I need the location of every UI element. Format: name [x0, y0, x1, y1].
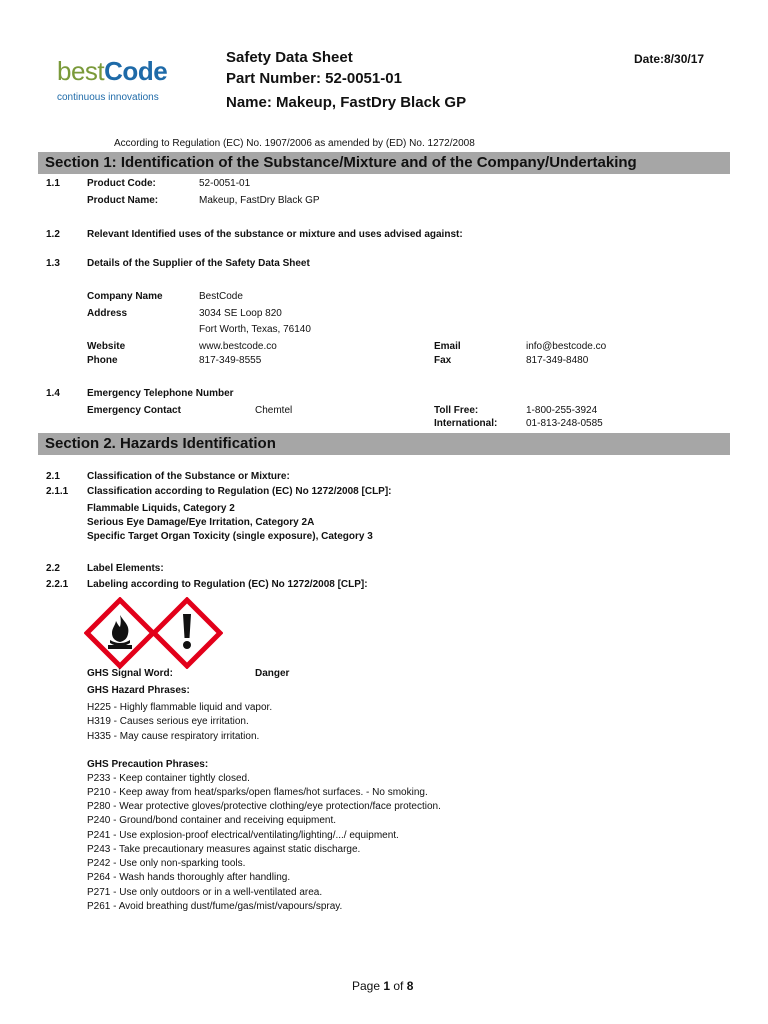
precaution-phrase: P261 - Avoid breathing dust/fume/gas/mist/vapours/spray. [87, 901, 343, 912]
address-line1: 3034 SE Loop 820 [199, 308, 282, 319]
precaution-phrases-label: GHS Precaution Phrases: [87, 759, 209, 770]
website-label: Website [87, 341, 126, 352]
page-indicator [352, 979, 413, 993]
labeling-reg: Labeling according to Regulation (EC) No 1272/2008 [CLP]: [87, 579, 368, 590]
precaution-phrase: P264 - Wash hands thoroughly after handling. [87, 872, 291, 883]
classification-label: Classification of the Substance or Mixture: [87, 471, 290, 482]
precaution-phrase: P280 - Wear protective gloves/protective clothing/eye protection/face protection. [87, 801, 441, 812]
precaution-phrase: P243 - Take precautionary measures against static discharge. [87, 844, 361, 855]
signal-word-value: Danger [255, 668, 290, 679]
logo-tagline: continuous innovations [57, 92, 159, 103]
exclamation-pictogram-icon [151, 597, 223, 669]
fax-label: Fax [434, 355, 452, 366]
item-number: 2.2.1 [46, 579, 69, 590]
section1-title: Section 1: Identification of the Substance/Mixture and of the Company/Undertaking [45, 154, 637, 171]
item-number: 2.2 [46, 563, 60, 574]
precaution-phrase: P242 - Use only non-sparking tools. [87, 858, 246, 869]
precaution-phrase: P271 - Use only outdoors or in a well-ventilated area. [87, 887, 323, 898]
phone-label: Phone [87, 355, 118, 366]
address-label: Address [87, 308, 128, 319]
classification-reg: Classification according to Regulation (EC) No 1272/2008 [CLP]: [87, 486, 392, 497]
product-name-label: Product Name: [87, 195, 159, 206]
hazard-class: Flammable Liquids, Category 2 [87, 503, 235, 514]
item-number: 2.1 [46, 471, 60, 482]
precaution-phrase: P210 - Keep away from heat/sparks/open flames/hot surfaces. - No smoking. [87, 787, 428, 798]
toll-free-value: 1-800-255-3924 [526, 405, 598, 416]
page-of: of [390, 979, 407, 993]
precaution-phrase: P240 - Ground/bond container and receiving equipment. [87, 815, 337, 826]
emergency-label: Emergency Telephone Number [87, 388, 234, 399]
regulation-note: According to Regulation (EC) No. 1907/2006 as amended by (ED) No. 1272/2008 [114, 138, 475, 149]
phone-value: 817-349-8555 [199, 355, 262, 366]
hazard-phrase: H335 - May cause respiratory irritation. [87, 731, 260, 742]
toll-free-label: Toll Free: [434, 405, 479, 416]
hazard-class: Specific Target Organ Toxicity (single exposure), Category 3 [87, 531, 373, 542]
logo-code-text: Code [104, 56, 168, 86]
page-number: 1 [383, 979, 391, 993]
hazard-class: Serious Eye Damage/Eye Irritation, Category 2A [87, 517, 315, 528]
company-name-label: Company Name [87, 291, 163, 302]
product-name-value: Makeup, FastDry Black GP [199, 195, 320, 206]
fax-value: 817-349-8480 [526, 355, 589, 366]
item-number: 2.1.1 [46, 486, 69, 497]
item-number: 1.2 [46, 229, 60, 240]
hazard-phrase: H225 - Highly flammable liquid and vapor. [87, 702, 273, 713]
logo-best-text: best [57, 56, 105, 86]
item-number: 1.1 [46, 178, 60, 189]
product-name-heading: Name: Makeup, FastDry Black GP [226, 94, 467, 111]
uses-label: Relevant Identified uses of the substance or mixture and uses advised against: [87, 229, 463, 240]
logo [57, 58, 167, 85]
section2-title: Section 2. Hazards Identification [45, 435, 276, 452]
flame-pictogram-icon [84, 597, 156, 669]
company-name-value: BestCode [199, 291, 243, 302]
precaution-phrase: P241 - Use explosion-proof electrical/ventilating/lighting/.../ equipment. [87, 830, 399, 841]
doc-title: Safety Data Sheet [226, 49, 353, 66]
product-code-label: Product Code: [87, 178, 156, 189]
doc-date: Date:8/30/17 [634, 52, 705, 66]
hazard-phrases-label: GHS Hazard Phrases: [87, 685, 190, 696]
address-line2: Fort Worth, Texas, 76140 [199, 324, 311, 335]
international-label: International: [434, 418, 498, 429]
page-total: 8 [406, 979, 414, 993]
label-elements: Label Elements: [87, 563, 164, 574]
international-value: 01-813-248-0585 [526, 418, 603, 429]
page-prefix: Page [352, 979, 384, 993]
item-number: 1.3 [46, 258, 60, 269]
item-number: 1.4 [46, 388, 60, 399]
website-link[interactable]: www.bestcode.co [199, 341, 277, 352]
email-link[interactable]: info@bestcode.co [526, 341, 607, 352]
hazard-phrase: H319 - Causes serious eye irritation. [87, 716, 249, 727]
emergency-contact-value: Chemtel [255, 405, 293, 416]
supplier-label: Details of the Supplier of the Safety Data Sheet [87, 258, 310, 269]
part-number: Part Number: 52-0051-01 [226, 70, 402, 87]
precaution-phrase: P233 - Keep container tightly closed. [87, 773, 250, 784]
email-label: Email [434, 341, 461, 352]
product-code-value: 52-0051-01 [199, 178, 251, 189]
signal-word-label: GHS Signal Word: [87, 668, 173, 679]
emergency-contact-label: Emergency Contact [87, 405, 181, 416]
